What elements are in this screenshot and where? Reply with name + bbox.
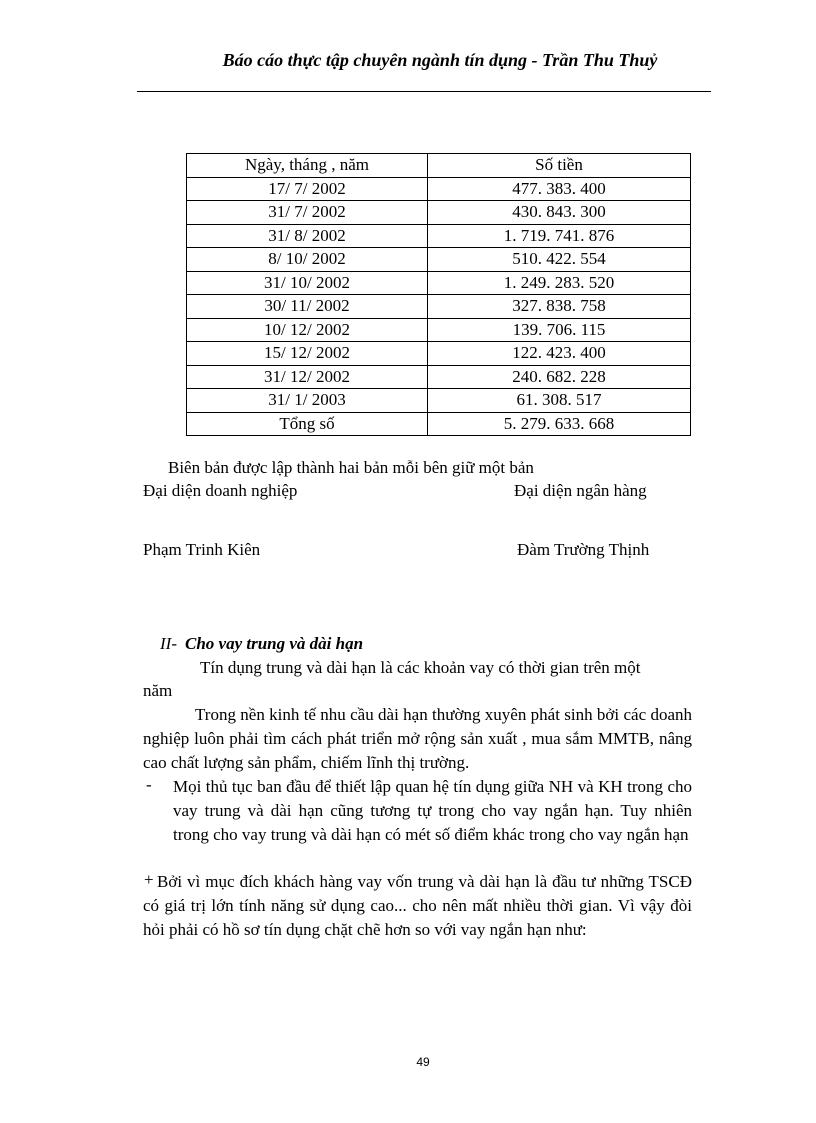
date-cell: 8/ 10/ 2002 <box>187 248 428 272</box>
amount-cell: 1. 719. 741. 876 <box>428 224 691 248</box>
amount-cell: 122. 423. 400 <box>428 342 691 366</box>
table-row <box>187 224 691 248</box>
page-number <box>0 1055 816 1069</box>
date-cell: 31/ 8/ 2002 <box>187 224 428 248</box>
date-cell: 31/ 7/ 2002 <box>187 201 428 225</box>
table-row <box>187 365 691 389</box>
bank-representative-label: Đại diện ngân hàng <box>514 481 647 500</box>
date-cell: 17/ 7/ 2002 <box>187 177 428 201</box>
amount-cell: 510. 422. 554 <box>428 248 691 272</box>
paragraph-1-continuation: năm <box>143 681 173 700</box>
date-cell: 15/ 12/ 2002 <box>187 342 428 366</box>
page-number-text: 49 <box>416 1055 430 1069</box>
date-cell: 10/ 12/ 2002 <box>187 318 428 342</box>
date-cell: 30/ 11/ 2002 <box>187 295 428 319</box>
amount-cell: 327. 838. 758 <box>428 295 691 319</box>
table-row <box>187 318 691 342</box>
section-title: Cho vay trung và dài hạn <box>184 634 364 653</box>
amount-cell: 139. 706. 115 <box>428 318 691 342</box>
column-header-amount: Số tiền <box>428 154 691 178</box>
amount-cell: 61. 308. 517 <box>428 389 691 413</box>
date-cell: 31/ 12/ 2002 <box>187 365 428 389</box>
plus-mark: + <box>144 870 154 889</box>
header-title: Báo cáo thực tập chuyên ngành tín dụng - Trần Thu Thuỷ <box>222 50 658 70</box>
section-heading <box>160 634 363 654</box>
payment-table <box>186 153 691 436</box>
bank-representative-name: Đàm Trường Thịnh <box>517 540 650 559</box>
plus-paragraph: Bởi vì mục đích khách hàng vay vốn trung và dài hạn là đầu tư những TSCĐ có giá trị lớn tính năng sử dụng cao... cho nên mất nhiều thời gian. Vì vậy đòi hỏi phải có hồ sơ tín dụng chặt chẽ hơn so với vay ngắn hạn như: <box>143 872 692 939</box>
date-cell: 31/ 10/ 2002 <box>187 271 428 295</box>
bullet-paragraph: Mọi thủ tục ban đầu để thiết lập quan hệ tín dụng giữa NH và KH trong cho vay trung và dài hạn cũng tương tự trong cho vay ngắn hạn. Tuy nhiên trong cho vay trung và dài hạn có mét số điểm khác trong cho vay ngắn hạn <box>173 777 692 844</box>
table-row <box>187 248 691 272</box>
amount-cell: 477. 383. 400 <box>428 177 691 201</box>
amount-cell: 240. 682. 228 <box>428 365 691 389</box>
amount-cell: 1. 249. 283. 520 <box>428 271 691 295</box>
table-header-row <box>187 154 691 178</box>
bullet-dash: - <box>146 775 152 794</box>
total-label: Tổng số <box>187 412 428 436</box>
total-amount: 5. 279. 633. 668 <box>428 412 691 436</box>
header-divider <box>137 91 711 92</box>
table-total-row <box>187 412 691 436</box>
table-row <box>187 177 691 201</box>
enterprise-representative-label: Đại diện doanh nghiệp <box>143 481 298 500</box>
amount-cell: 430. 843. 300 <box>428 201 691 225</box>
minutes-note: Biên bản được lập thành hai bản mỗi bên giữ một bản <box>168 458 534 477</box>
table-row <box>187 295 691 319</box>
enterprise-representative-name: Phạm Trinh Kiên <box>143 540 261 559</box>
paragraph-1-first-line: Tín dụng trung và dài hạn là các khoản vay có thời gian trên một <box>200 658 641 677</box>
page-header <box>0 50 816 71</box>
date-cell: 31/ 1/ 2003 <box>187 389 428 413</box>
column-header-date: Ngày, tháng , năm <box>187 154 428 178</box>
table-row <box>187 201 691 225</box>
table-row <box>187 342 691 366</box>
table-row <box>187 389 691 413</box>
paragraph-2: Trong nền kinh tế nhu cầu dài hạn thường xuyên phát sinh bởi các doanh nghiệp luôn phải tìm cách phát triển mở rộng sản xuất , mua sắm MMTB, nâng cao chất lượng sản phẩm, chiếm lĩnh thị trường. <box>143 705 692 772</box>
section-number: II- <box>160 634 177 653</box>
table-row <box>187 271 691 295</box>
